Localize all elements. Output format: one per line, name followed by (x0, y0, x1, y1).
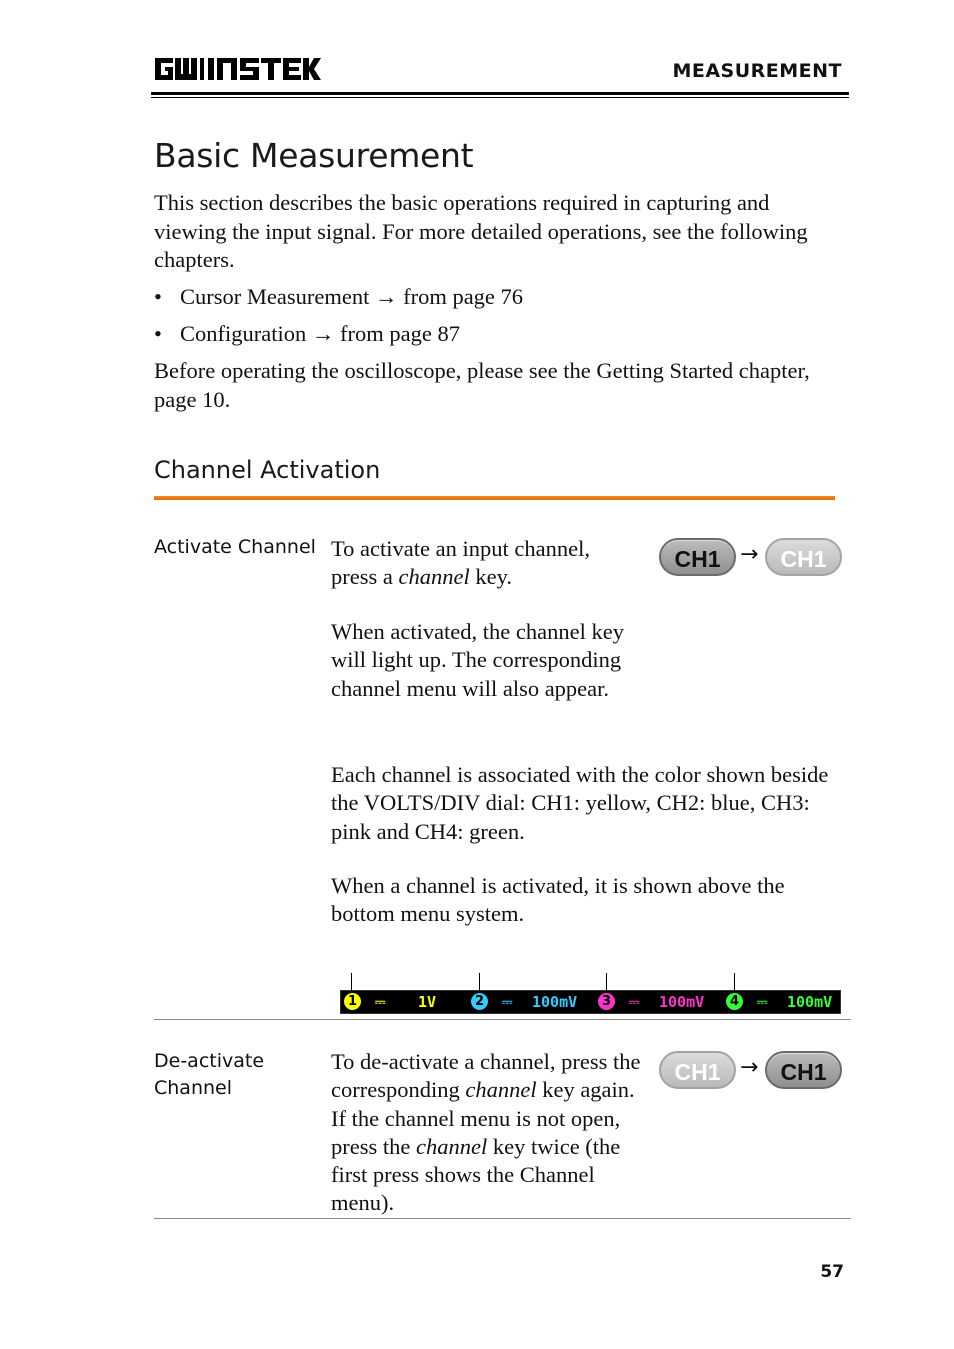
activate-step-1 (331, 535, 631, 592)
section-tag: MEASUREMENT (672, 60, 842, 82)
channel-status-bar (340, 990, 841, 1014)
activate-step-1-end: key. (469, 564, 512, 590)
deactivate-label-line-1: De-activate (154, 1050, 265, 1072)
page-title: Basic Measurement (154, 136, 474, 175)
channel-1-badge: 1 (344, 993, 361, 1010)
activate-channel-label: Activate Channel (154, 536, 316, 558)
dc-coupling-icon: ⎓ (502, 995, 513, 1010)
deactivate-label-line-2: Channel (154, 1077, 233, 1099)
channel-2-badge: 2 (471, 993, 488, 1010)
deactivate-italic-1: channel (465, 1077, 537, 1103)
before-note: Before operating the oscilloscope, please see the Getting Started chapter, page 10. (154, 358, 810, 412)
deactivate-channel-label (154, 1048, 264, 1102)
ch1-key-off: CH1 (765, 1051, 842, 1089)
ch1-key-lit: CH1 (659, 1051, 736, 1089)
dc-coupling-icon: ⎓ (375, 995, 386, 1010)
activate-step-3: Each channel is associated with the color shown beside the VOLTS/DIV dial: CH1: yellow, CH2: blue, CH3: pink and CH4: green. (331, 762, 829, 844)
channel-4-volts: 100mV (787, 993, 833, 1011)
activate-step-4: When a channel is activated, it is shown above the bottom menu system. (331, 873, 785, 927)
dc-coupling-icon: ⎓ (757, 995, 768, 1010)
deactivate-instructions (331, 1048, 649, 1218)
channel-1-volts: 1V (418, 993, 437, 1011)
channel-2-volts: 100mV (532, 993, 578, 1011)
bullet-mark: • (154, 321, 162, 346)
row-divider (154, 1019, 851, 1020)
activate-step-1-text: To activate an input channel, press a (331, 536, 590, 590)
deactivate-italic-2: channel (415, 1133, 488, 1159)
ch1-key-lit: CH1 (765, 538, 842, 576)
arrow-icon: → (740, 542, 759, 567)
activate-step-2: When activated, the channel key will light up. The corresponding channel menu will also appear. (331, 619, 624, 701)
bullet-text: Cursor Measurement → from page 76 (180, 284, 524, 309)
bullet-mark: • (154, 284, 162, 309)
channel-3-volts: 100mV (659, 993, 705, 1011)
subsection-rule (154, 496, 835, 500)
row-divider (154, 1218, 851, 1219)
activate-step-1-italic: channel (398, 564, 470, 590)
arrow-icon: → (740, 1055, 759, 1080)
deactivate-text-3: key twice (the first press shows the Channel menu). (331, 1133, 621, 1216)
deactivate-text-2: key again. If the channel menu is not open, press the (331, 1077, 635, 1159)
header-rule-thin (151, 97, 849, 98)
channel-3-badge: 3 (598, 993, 615, 1010)
header-rule (151, 92, 849, 95)
gw-instek-logo (153, 54, 323, 84)
bullet-text: Configuration → from page 87 (180, 321, 460, 346)
channel-4-badge: 4 (726, 993, 743, 1010)
dc-coupling-icon: ⎓ (629, 995, 640, 1010)
page-number: 57 (820, 1262, 844, 1282)
deactivate-text-1: To de-activate a channel, press the corresponding (331, 1049, 641, 1103)
intro-paragraph: This section describes the basic operations required in capturing and viewing the input signal. For more detailed operations, see the following chapters. (154, 190, 808, 272)
subsection-title: Channel Activation (154, 456, 381, 484)
ch1-key-off: CH1 (659, 538, 736, 576)
